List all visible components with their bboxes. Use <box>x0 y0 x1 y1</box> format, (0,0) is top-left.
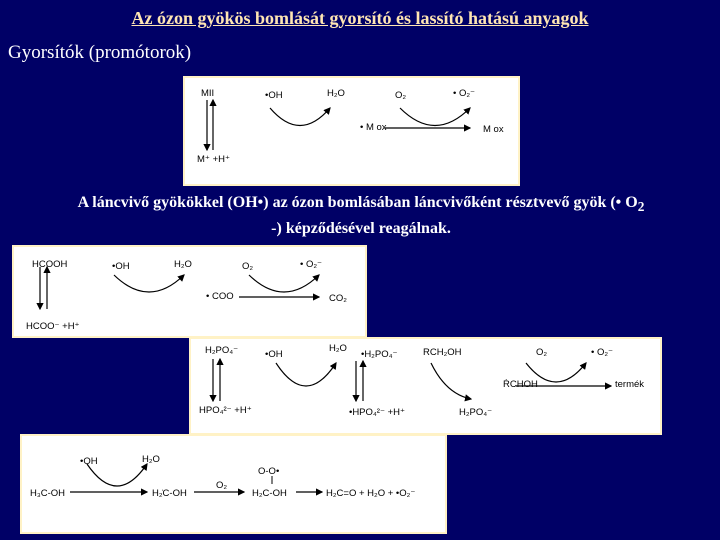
dihydrogenphosphate-product-label: H₂PO₄⁻ <box>459 407 493 418</box>
oh-radical-label: •OH <box>80 456 98 467</box>
final-products-label: H₂C=O + H₂O + •O₂⁻ <box>326 488 416 499</box>
section-heading-promoters: Gyorsítók (promótorok) <box>8 42 192 63</box>
oh-radical-label: •OH <box>265 90 283 101</box>
diagram-panel-metal <box>183 76 520 186</box>
water-label: H₂O <box>174 259 192 270</box>
mox-radical-label: • M ox <box>360 122 387 133</box>
phosphate-radical-label: •H₂PO₄⁻ <box>361 349 398 360</box>
superoxide-label: • O₂⁻ <box>591 347 614 358</box>
paragraph-text-1: A láncvivő gyökökkel (OH•) az ózon bomlásában láncvivőként résztvevő gyök (• O <box>77 194 638 211</box>
oh-radical-label: •OH <box>265 349 283 360</box>
description-paragraph <box>6 192 716 240</box>
diagram-panel-methanol <box>20 434 447 534</box>
paragraph-text-2: -) képződésével reagálnak. <box>271 220 451 238</box>
hydrogenphosphate-radical-label: •HPO₄²⁻ +H⁺ <box>349 407 406 418</box>
oxygen-label: O₂ <box>536 347 548 358</box>
water-label: H₂O <box>142 454 160 465</box>
oxygen-label: O₂ <box>216 480 228 491</box>
diagram-panel-formic-acid <box>12 245 367 338</box>
hydrogenphosphate-label: HPO₄²⁻ +H⁺ <box>199 405 252 416</box>
mii-label: MII <box>201 88 215 99</box>
reaction-arrows <box>22 436 445 532</box>
oh-radical-label: •OH <box>112 261 130 272</box>
peroxy-radical-label: H₂C-OH <box>252 488 287 499</box>
diagram-panel-phosphate <box>189 337 662 435</box>
product-label: termék <box>615 379 645 390</box>
water-label: H₂O <box>329 343 347 354</box>
methanol-label: H₃C-OH <box>30 488 66 499</box>
oxygen-label: O₂ <box>395 90 407 101</box>
alcohol-label: RCH₂OH <box>423 347 462 358</box>
alcohol-radical-label: ṘCHOH <box>503 379 538 390</box>
formic-acid-label: HCOOH <box>32 259 68 270</box>
coo-radical-label: • COO <box>206 291 234 302</box>
mox-label: M ox <box>483 124 504 135</box>
superoxide-label: • O₂⁻ <box>453 88 476 99</box>
oxygen-label: O₂ <box>242 261 254 272</box>
superoxide-label: • O₂⁻ <box>300 259 323 270</box>
paragraph-subscript: 2 <box>637 199 645 215</box>
formate-label: HCOO⁻ +H⁺ <box>26 321 80 332</box>
hydroxymethyl-radical-label: H₂̇C-OH <box>152 488 187 499</box>
dihydrogenphosphate-label: H₂PO₄⁻ <box>205 345 239 356</box>
metal-ion-label: M⁺ +H⁺ <box>197 154 230 165</box>
water-label: H₂O <box>327 88 345 99</box>
peroxy-group-label: O-O• <box>258 466 280 477</box>
page-title: Az ózon gyökös bomlását gyorsító és lassító hatású anyagok <box>131 8 589 28</box>
co2-label: CO₂ <box>329 293 347 304</box>
